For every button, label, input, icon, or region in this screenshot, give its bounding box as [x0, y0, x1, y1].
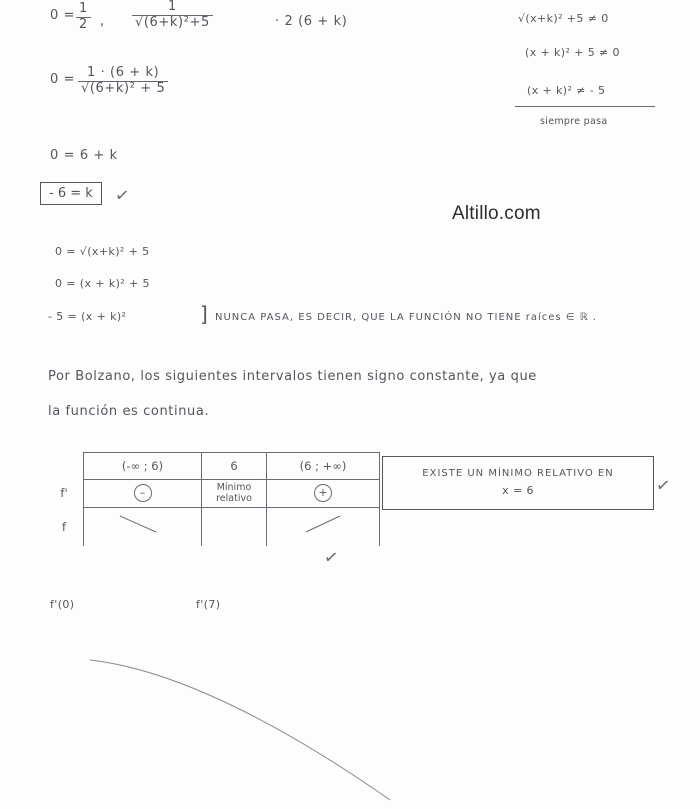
conclusion-line-1: EXISTE UN MÍNIMO RELATIVO EN: [422, 468, 614, 479]
minimum-relative-cell: Mínimo relativo: [202, 480, 267, 508]
equation-line-3: 0 = 6 + k: [50, 148, 118, 163]
frac-denominator: √(6+k)² + 5: [78, 81, 168, 97]
table-row: [45, 507, 380, 546]
conclusion-box: [382, 456, 654, 510]
bolzano-line-2: la función es continua.: [48, 404, 210, 419]
check-mark-icon: ✓: [322, 547, 340, 569]
frac-numerator: 1 · (6 + k): [86, 65, 160, 80]
shape-cell-increasing: [267, 507, 380, 546]
bracket-icon: ]: [200, 302, 208, 326]
frac-denominator: 2: [76, 17, 91, 33]
condition-line-1: √(x+k)² +5 ≠ 0: [518, 12, 609, 25]
frac-denominator: √(6+k)²+5: [132, 15, 213, 31]
interval-header-3: (6 ; +∞): [267, 453, 380, 480]
evaluation-f-prime-0: f'(0): [50, 598, 75, 611]
boxed-result: - 6 = k: [40, 182, 102, 205]
equation-line-1-fraction-half: [76, 2, 91, 33]
row-label-f: f: [61, 519, 67, 534]
roots-line-3: - 5 = (x + k)²: [48, 310, 127, 323]
negative-sign-badge: –: [134, 484, 152, 502]
row-label-fprime: f': [60, 486, 68, 501]
positive-sign-badge: +: [314, 484, 332, 502]
sign-cell-positive: [267, 480, 380, 508]
table-corner-cell: [45, 453, 84, 480]
conclusion-line-2: x = 6: [502, 484, 534, 497]
shape-cell-vertex: [202, 507, 267, 546]
frac-numerator: 1: [168, 0, 177, 14]
function-sketch-curve: [60, 640, 480, 805]
interval-header-1: (-∞ ; 6): [84, 453, 202, 480]
bolzano-line-1: Por Bolzano, los siguientes intervalos tienen signo constante, ya que: [48, 369, 537, 384]
roots-comment: NUNCA PASA, ES DECIR, QUE LA FUNCIÓN NO TIENE raíces ∈ ℝ .: [215, 312, 597, 323]
brand-watermark: Altillo.com: [452, 203, 541, 224]
equation-line-1-lhs: 0 =: [50, 8, 76, 23]
multiplication-dot-1: ,: [100, 14, 105, 29]
evaluation-f-prime-7: f'(7): [196, 598, 221, 611]
sign-cell-negative: [84, 480, 202, 508]
equation-line-1-tail: · 2 (6 + k): [275, 14, 348, 29]
sign-table: [45, 452, 380, 546]
equation-line-2-fraction: [78, 66, 168, 97]
table-row: [45, 453, 380, 480]
condition-line-3: (x + k)² ≠ - 5: [527, 84, 606, 97]
roots-line-2: 0 = (x + k)² + 5: [55, 277, 150, 290]
table-row: [45, 480, 380, 508]
frac-numerator: 1: [79, 1, 88, 16]
check-mark-icon: ✓: [654, 475, 672, 497]
condition-line-2: (x + k)² + 5 ≠ 0: [525, 46, 620, 59]
shape-cell-decreasing: [84, 507, 202, 546]
decreasing-arrow-icon: [108, 512, 178, 538]
interval-header-2: 6: [202, 453, 267, 480]
condition-underline: [515, 106, 655, 107]
check-mark-icon: ✓: [113, 185, 131, 207]
equation-line-1-fraction-sqrt: [132, 0, 213, 31]
condition-note: siempre pasa: [540, 116, 608, 127]
equation-line-2-lhs: 0 =: [50, 72, 76, 87]
increasing-arrow-icon: [288, 512, 358, 538]
roots-line-1: 0 = √(x+k)² + 5: [55, 245, 150, 258]
